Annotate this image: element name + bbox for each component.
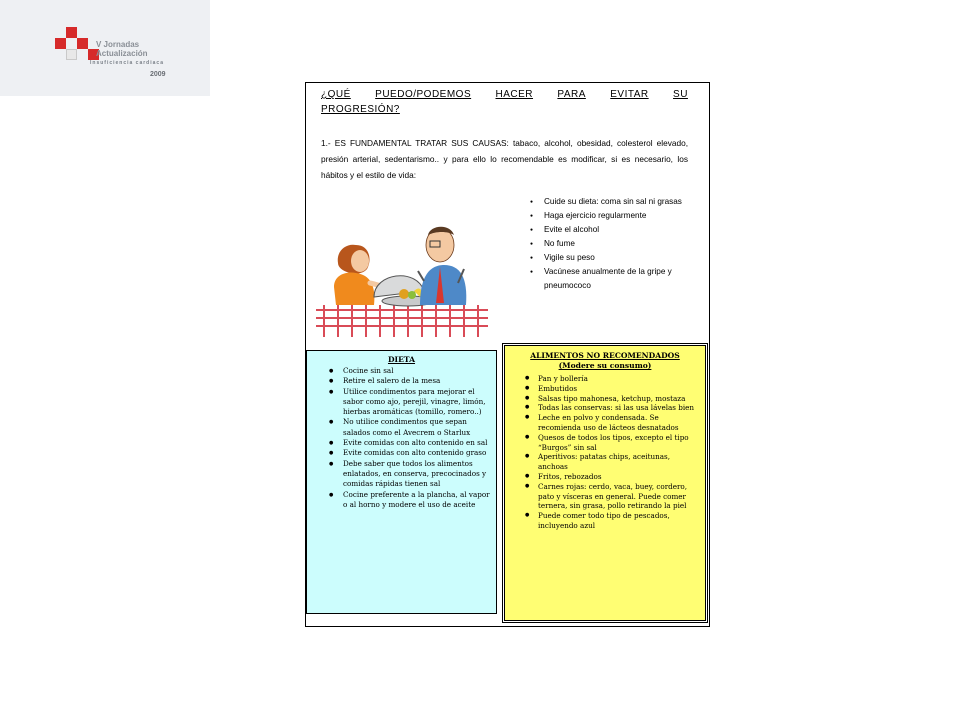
logo-cube [55, 38, 66, 49]
food-item: ● Leche en polvo y condensada. Se recomienda uso de lácteos desnatados [505, 413, 701, 433]
not-recommended-foods-box [504, 345, 706, 621]
logo-line2: Actualización [96, 49, 148, 58]
diet-item: ● Cocine preferente a la plancha, al vapor o al horno y modere el uso de aceite [307, 490, 490, 511]
tip-item: ● Haga ejercicio regularmente [528, 209, 692, 223]
tip-item: ● Vigile su peso [528, 251, 692, 265]
foods-heading-line1: ALIMENTOS NO RECOMENDADOS [530, 351, 680, 360]
title-line1 [321, 89, 688, 100]
title-word: PARA [557, 89, 586, 100]
logo-cube [66, 49, 77, 60]
logo-cube [77, 38, 88, 49]
diet-item: ● Cocine sin sal [307, 366, 490, 376]
lifestyle-tips [528, 195, 692, 293]
title-word: HACER [495, 89, 534, 100]
diet-item: ● Evite comidas con alto contenido graso [307, 448, 490, 458]
logo-line1: V Jornadas [96, 40, 140, 49]
intro-text: tabaco, alcohol, obesidad, colesterol elevado, presión arterial, sedentarismo.. y para ello lo recomendable es modificar, si es necesario, los hábitos y el estilo de vida: [321, 138, 689, 180]
couple-illustration [316, 205, 488, 337]
title-line2: PROGRESIÓN? [321, 104, 400, 115]
food-item: ● Salsas tipo mahonesa, ketchup, mostaza [505, 394, 701, 404]
tip-item: ● No fume [528, 237, 692, 251]
intro-paragraph [321, 135, 688, 183]
title-word: ¿QUÉ [321, 89, 351, 100]
tip-item: ● Vacúnese anualmente de la gripe y pneumococo [528, 265, 692, 293]
food-item: ● Embutidos [505, 384, 701, 394]
intro-lead: 1.- ES FUNDAMENTAL TRATAR SUS CAUSAS: [321, 138, 509, 148]
page-title [321, 89, 688, 115]
diet-item: ● Debe saber que todos los alimentos enlatados, en conserva, precocinados y comidas rápidas tienen sal [307, 459, 490, 490]
logo-cube [66, 27, 77, 38]
diet-item: ● Utilice condimentos para mejorar el sabor como ajo, perejil, vinagre, limón, hierbas aromáticas (tomillo, romero..) [307, 387, 490, 418]
food-item: ● Puede comer todo tipo de pescados, incluyendo azul [505, 511, 701, 531]
diet-list [307, 366, 496, 510]
diet-box [306, 350, 497, 614]
logo-line3: Insuficiencia cardiaca [90, 60, 164, 66]
foods-heading [505, 351, 705, 371]
title-word: PUEDO/PODEMOS [375, 89, 472, 100]
food-item: ● Fritos, rebozados [505, 472, 701, 482]
event-logo [0, 0, 210, 96]
food-item: ● Quesos de todos los tipos, excepto el tipo “Burgos” sin sal [505, 433, 701, 453]
foods-heading-line2: (Modere su consumo) [558, 361, 652, 370]
diet-item: ● Evite comidas con alto contenido en sal [307, 438, 490, 448]
logo-year: 2009 [150, 71, 166, 78]
diet-item: ● Retire el salero de la mesa [307, 376, 490, 386]
tip-item: ● Cuide su dieta: coma sin sal ni grasas [528, 195, 692, 209]
food-item: ● Carnes rojas: cerdo, vaca, buey, cordero, pato y vísceras en general. Puede comer ternera, sin grasa, pollo retirando la piel [505, 482, 701, 511]
diet-heading: DIETA [387, 355, 416, 364]
title-word: SU [673, 89, 688, 100]
diet-item: ● No utilice condimentos que sepan salados como el Avecrem o Starlux [307, 417, 490, 438]
tip-item: ● Evite el alcohol [528, 223, 692, 237]
title-word: EVITAR [610, 89, 649, 100]
food-item: ● Todas las conservas: si las usa lávelas bien [505, 403, 701, 413]
info-sheet [305, 82, 710, 627]
food-item: ● Aperitivos: patatas chips, aceitunas, anchoas [505, 452, 701, 472]
foods-list [505, 374, 705, 531]
food-item: ● Pan y bollería [505, 374, 701, 384]
